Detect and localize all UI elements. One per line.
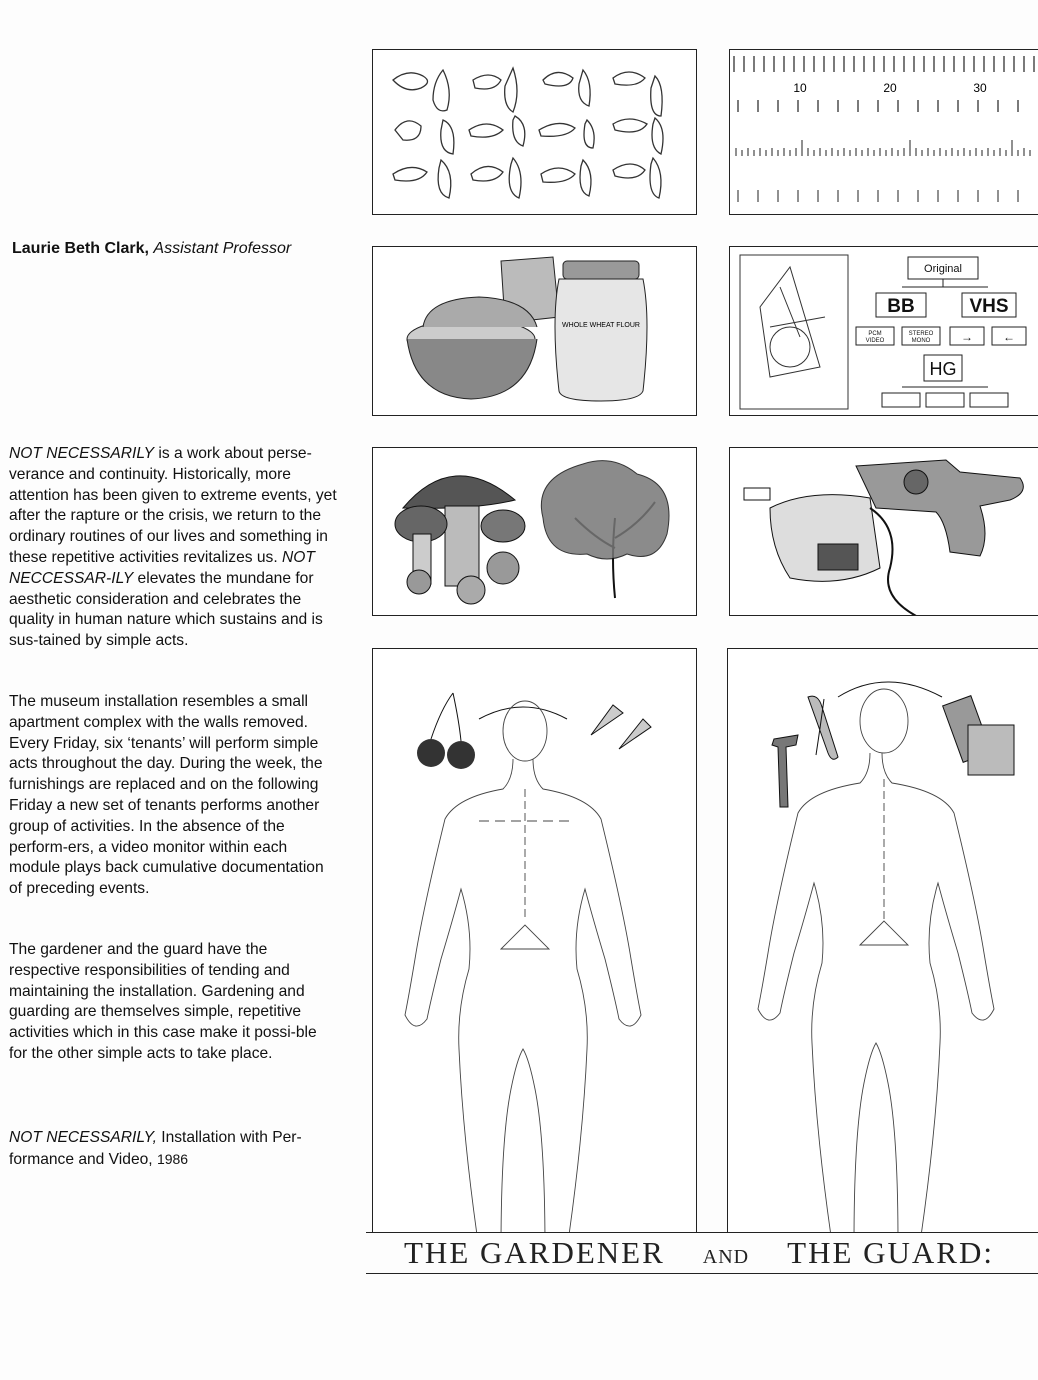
- mushrooms-tree-illustration: [373, 448, 696, 615]
- svg-text:→: →: [961, 330, 973, 344]
- drill-gun-illustration: [730, 448, 1038, 615]
- work-title: NOT NECESSARILY: [9, 445, 155, 462]
- chart-stereo: STEREO: [908, 331, 934, 337]
- paragraph-1: [9, 444, 339, 652]
- ruler-illustration: [730, 50, 1038, 214]
- video-format-diagram: [730, 247, 1038, 415]
- chart-video: VIDEO: [865, 338, 885, 344]
- chart-vhs: VHS: [969, 296, 1009, 317]
- gardener-panel: [372, 648, 697, 1232]
- paragraph-1-text-b: elevates the mundane for aesthetic consideration and celebrates the quality in human nature which sustains and is sus-tained by simple acts.: [9, 569, 323, 650]
- gardener-figure-illustration: [373, 649, 696, 1233]
- hand-signs-panel: [372, 49, 697, 215]
- ruler-label-30: 30: [973, 81, 987, 95]
- kitchen-panel: [372, 246, 697, 416]
- chart-bb: BB: [887, 296, 915, 317]
- svg-text:←: ←: [1003, 330, 1015, 344]
- caption: [9, 1128, 339, 1171]
- chart-mono: MONO: [911, 338, 931, 344]
- jar-label: WHOLE WHEAT FLOUR: [562, 322, 640, 329]
- chart-hg: HG: [929, 359, 957, 379]
- chart-pcm: PCM: [868, 331, 882, 337]
- author-name: Laurie Beth Clark,: [12, 240, 149, 257]
- author-title: Assistant Professor: [153, 240, 292, 257]
- work-title-2: NOT NECCESSAR-ILY: [9, 548, 315, 587]
- author-line: [12, 240, 291, 258]
- caption-year: 1986: [156, 1150, 189, 1167]
- paragraph-2: The museum installation resembles a small apartment complex with the walls removed. Every Friday, six ‘tenants’ will perform simple acts throughout the day. During the week, the furnishings are replaced and on the following Friday a new set of tenants performs another group of activities. In the absence of the perform-ers, a video monitor within each module plays back cumulative documentation of preceding events.: [9, 693, 324, 898]
- paragraph-3: The gardener and the guard have the respective responsibilities of tending and maintaining the installation. Gardening and guarding are themselves simple, repetitive activities which in this case make it possi-ble for the other simple acts to take place.: [9, 941, 317, 1062]
- banner-part-2: THE GUARD:: [787, 1235, 994, 1270]
- ruler-panel: [729, 49, 1038, 215]
- guard-figure-illustration: [728, 649, 1038, 1233]
- caption-work-title: NOT NECESSARILY,: [9, 1129, 157, 1146]
- title-banner: [366, 1232, 1038, 1274]
- banner-and: AND: [702, 1246, 750, 1268]
- caption-text: Installation with Per-formance and Video,: [9, 1129, 302, 1168]
- banner-part-1: THE GARDENER: [404, 1235, 665, 1270]
- banner-text: [404, 1235, 994, 1271]
- hand-signs-illustration: [373, 50, 696, 214]
- ruler-label-20: 20: [883, 81, 897, 95]
- tools-panel: [729, 447, 1038, 616]
- guard-panel: [727, 648, 1038, 1232]
- chart-original: Original: [924, 263, 962, 275]
- ruler-label-10: 10: [793, 81, 807, 95]
- video-chart-panel: [729, 246, 1038, 416]
- nature-panel: [372, 447, 697, 616]
- paragraph-1-text-a: is a work about perse-verance and continuity. Historically, more attention has been given to extreme events, yet after the rapture or the crisis, we return to the ordinary routines of our lives and something in these repetitive activities revitalizes us.: [9, 445, 337, 566]
- bowls-jar-illustration: [373, 247, 696, 415]
